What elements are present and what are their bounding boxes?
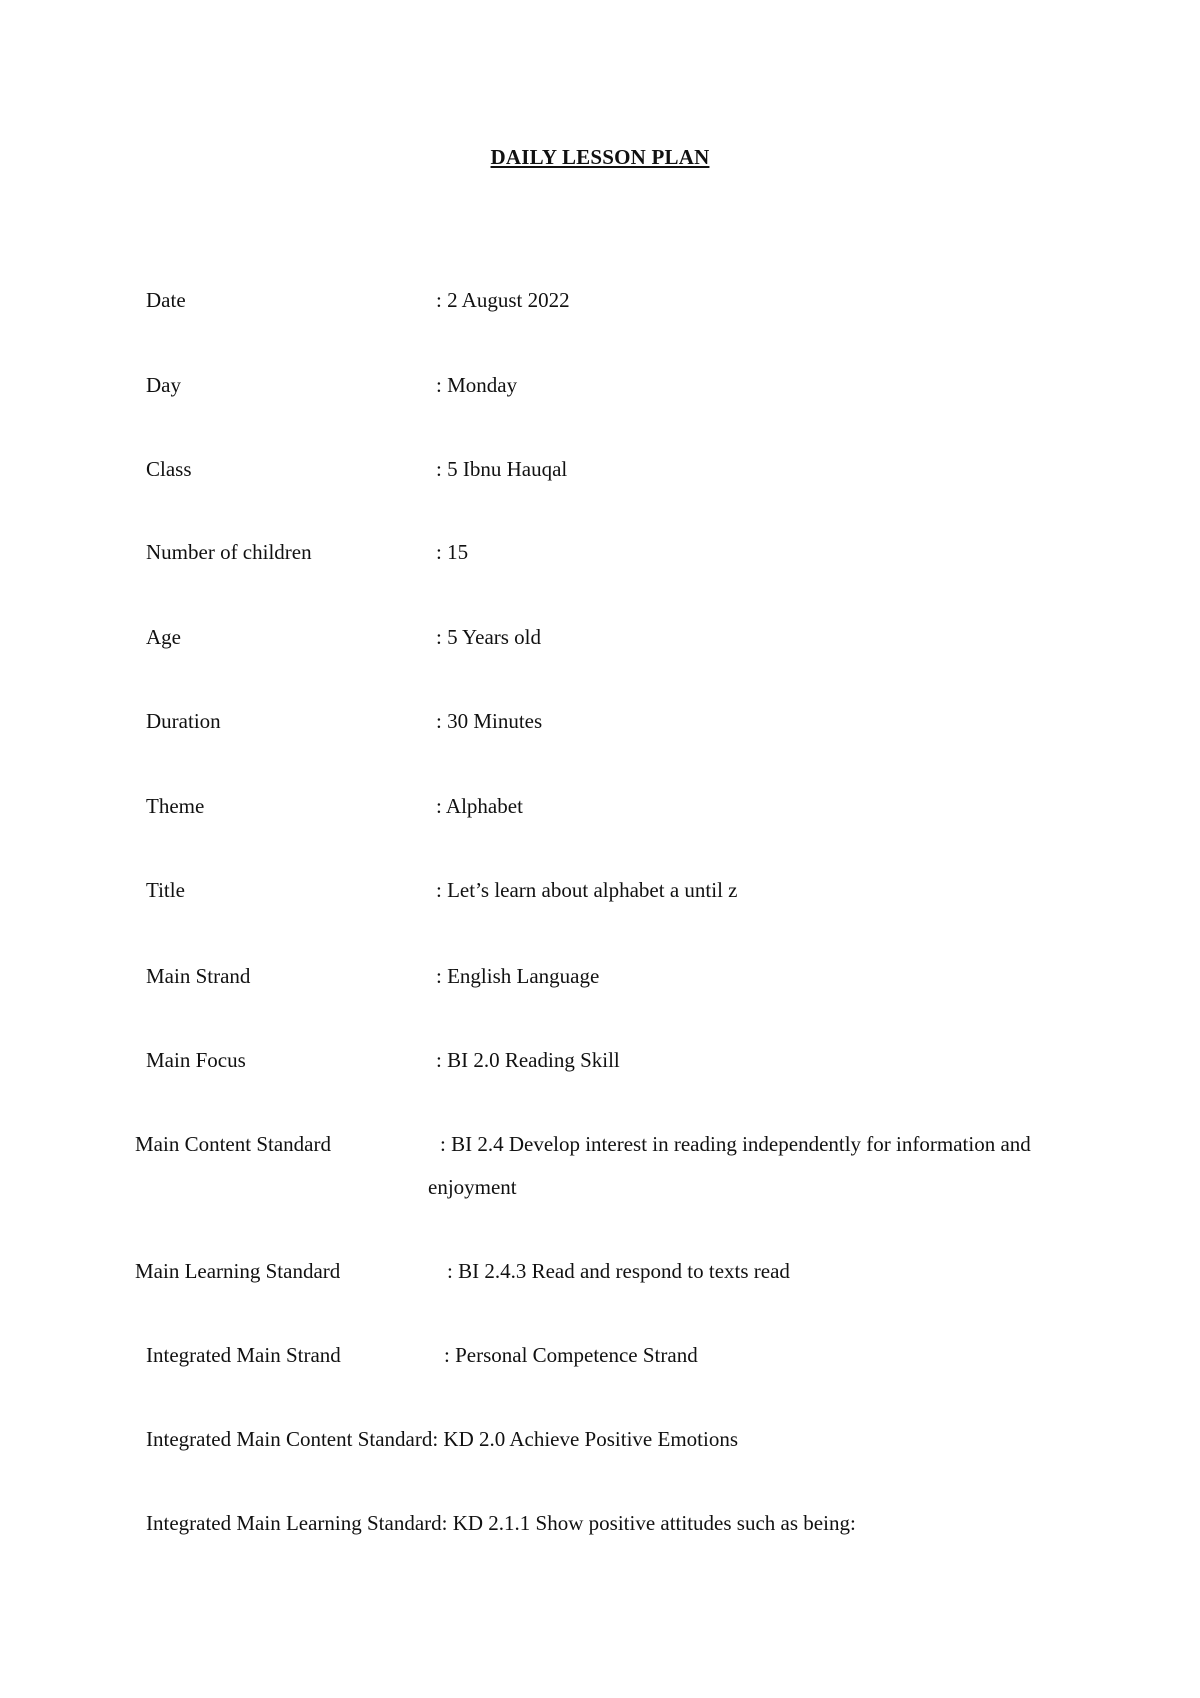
field-value-duration: : 30 Minutes: [436, 709, 543, 733]
field-value-class: : 5 Ibnu Hauqal: [436, 457, 568, 481]
field-value-day: : Monday: [436, 373, 518, 397]
field-label-main-focus: Main Focus: [146, 1048, 246, 1072]
field-label-main-learning-standard: Main Learning Standard: [135, 1259, 341, 1283]
field-value-main-learning-standard: : BI 2.4.3 Read and respond to texts read: [447, 1259, 790, 1283]
field-value-main-content-standard-cont: enjoyment: [428, 1175, 517, 1199]
integrated-main-content-standard: Integrated Main Content Standard: KD 2.0 Achieve Positive Emotions: [146, 1427, 738, 1451]
field-value-theme: : Alphabet: [436, 794, 523, 818]
field-label-age: Age: [146, 625, 181, 649]
field-label-theme: Theme: [146, 794, 205, 818]
field-label-main-strand: Main Strand: [146, 964, 251, 988]
field-value-integrated-main-strand: : Personal Competence Strand: [444, 1343, 698, 1367]
field-label-duration: Duration: [146, 709, 221, 733]
field-value-title: : Let’s learn about alphabet a until z: [436, 878, 738, 902]
field-value-age: : 5 Years old: [436, 625, 542, 649]
field-value-date: : 2 August 2022: [436, 288, 570, 312]
field-label-class: Class: [146, 457, 192, 481]
field-value-number-of-children: : 15: [436, 540, 469, 564]
field-value-main-strand: : English Language: [436, 964, 600, 988]
integrated-main-learning-standard: Integrated Main Learning Standard: KD 2.1.1 Show positive attitudes such as being:: [146, 1511, 856, 1535]
field-value-main-focus: : BI 2.0 Reading Skill: [436, 1048, 620, 1072]
field-label-main-content-standard: Main Content Standard: [135, 1132, 331, 1156]
document-title: DAILY LESSON PLAN: [490, 145, 710, 169]
field-value-main-content-standard: : BI 2.4 Develop interest in reading independently for information and: [440, 1132, 1031, 1156]
field-label-date: Date: [146, 288, 186, 312]
field-label-number-of-children: Number of children: [146, 540, 312, 564]
field-label-day: Day: [146, 373, 181, 397]
field-label-title: Title: [146, 878, 185, 902]
field-label-integrated-main-strand: Integrated Main Strand: [146, 1343, 341, 1367]
